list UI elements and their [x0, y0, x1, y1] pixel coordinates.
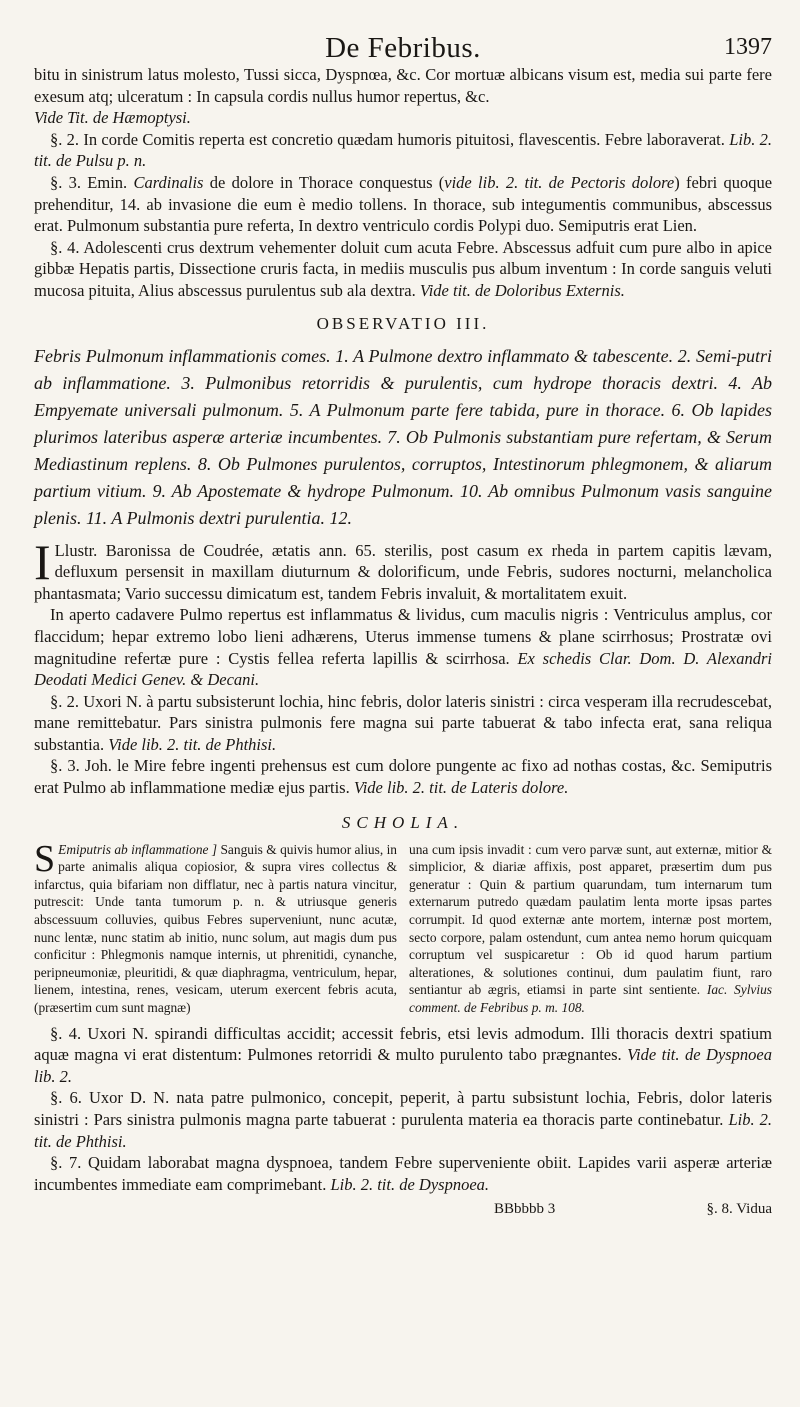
paragraph-autopsy	[34, 604, 772, 690]
scholia-text: una cum ipsis invadit : cum vero parvæ sunt, aut externæ, mitior & simplicior, & diariæ affixis, post apparet, præsertim dum pus generatur : Quin & partium quarundam, tum internarum tum externarum putredo quædam paulatim lenta morte ipsas partes corrumpit. Id quod externæ ante mortem, internæ post mortem, secto corpore, palam ostendunt, cum antea nemo horum quicquam corruptum vel suspicaretur : Ob id quod harum partium alterationes, & solutiones continui, dum paulatim fiunt, raro sentiantur ab ægris, etiamsi in parte sint sentiente.	[409, 841, 772, 998]
observation-argument: Febris Pulmonum inflammationis comes. 1. A Pulmone dextro inflammato & tabescente. 2. Semi-putri ab inflammatione. 3. Pulmonibus retorridis & purulentis, cum hydrope thoracis dextri. 4. Ab Empyemate universali pulmonum. 5. A Pulmonum parte fere tabida, pure in thorace. 6. Ob lapides plurimos lateribus asperæ arteriæ incumbentes. 7. Ob Pulmonis substantiam pure refertam, & Serum Mediastinum replens. 8. Ob Pulmones purulentos, corruptos, Intestinorum phlegmonem, & aliarum partium vitium. 9. Ab Apostemate & hydrope Pulmonum. 10. Ab omnibus Pulmonum vasis sanguine plenis. 11. A Pulmonis dextri purulentia. 12.	[34, 345, 772, 528]
bottom-section	[34, 1023, 772, 1196]
paragraph-text: §. 3. Joh. le Mire febre ingenti prehensus est cum dolore pungente ac fixo ad nothas costas, &c. Semiputris erat Pulmo ab inflammatione mediæ ejus partis.	[34, 756, 772, 798]
paragraph-text: §. 2. Uxori N. à partu subsisterunt lochia, hinc febris, dolor lateris sinistri : circa vesperam illa recrudescebat, mane remittebatur. Pars sinistra pulmonis fere magna sui parte tabuerat & tabo infecta erat, sana reliqua substantia.	[34, 691, 772, 754]
paragraph-opening	[34, 533, 772, 605]
cross-reference: Vide tit. de Doloribus Externis.	[419, 280, 625, 300]
paragraph-text: de dolore in Thorace conquestus (	[209, 172, 445, 192]
cardinal-word: Cardinalis	[133, 172, 204, 192]
paragraph-text: §. 2. In corde Comitis reperta est concretio quædam humoris pituitosi, flavescentis. Febre laboraverat.	[50, 129, 725, 149]
cross-reference: Lib. 2. tit. de Dyspnoea.	[330, 1174, 490, 1194]
observation-body	[34, 533, 772, 799]
catchword: §. 8. Vidua	[706, 1201, 772, 1218]
page-number: 1397	[724, 34, 772, 60]
top-section	[34, 64, 772, 302]
scholia-title: SCHOLIA.	[341, 812, 465, 832]
cross-reference: vide lib. 2. tit. de Pectoris dolore	[444, 172, 675, 192]
paragraph-section-3	[34, 755, 772, 798]
cross-reference: Lib. 2. tit. de Pulsu p. n.	[34, 129, 772, 171]
scholia-text: Sanguis & quivis humor alius, in parte animalis aliqua copiosior, & supra vires collectus & infarctus, quia bifariam non difflatur, nec à partis natura vincitur, putrescit: Unde tanta tumorum p. n. & utriusque generis abscessuum colluvies, quibus Febres superveniunt, nunc acutæ, nunc lentæ, nunc statim ab initio, nunc solum, aut magis dum pus conficitur : Phlegmonis namque internis, ut phrenitidi, cynanche, peripneumoniæ, pleuritidi, & quæ diaphragma, ventriculum, hepar, lienem, intestina, renes, vesicam, uterum exercent febris acuta, (præsertim cum sunt magnæ)	[34, 841, 397, 1015]
paragraph-section-3	[34, 172, 772, 237]
paragraph-section-6	[34, 1087, 772, 1152]
scholia-lemma: Emiputris ab inflammatione ]	[58, 841, 218, 857]
scholia-column-left	[34, 837, 397, 1017]
cross-reference: Vide tit. de Dyspnoea lib. 2.	[34, 1045, 773, 1086]
paragraph-text: In aperto cadavere Pulmo repertus est inflammatus & lividus, cum maculis nigris : Ventriculus amplus, cor flaccidum; hepar extremo lobo lieni adhærens, Uterus immense tumens & plane scirrhosus; Prostratæ ovi magnitudine refertæ pure : Cystis fellea referta lapillis & scirrhosa.	[34, 605, 772, 668]
observation-title: OBSERVATIO III.	[316, 313, 490, 333]
paragraph-text: ) febri quoque prehenditur, 14. ab invasione die eum è medio tollens. In thorace, sub integumentis communibus, abscessus erat. Pulmonum substantia pure referta, In dextro ventriculo cordis Polypi duo. Semiputris erat Lien.	[34, 172, 773, 236]
paragraph-text: §. 7. Quidam laborabat magna dyspnoea, tandem Febre superveniente obiit. Lapides varii asperæ arteriæ incumbentes immediate eam comprimebant.	[34, 1153, 772, 1194]
scholia-columns	[34, 837, 772, 1017]
paragraph-section-7	[34, 1152, 772, 1195]
paragraph-text: Llustr. Baronissa de Coudrée, ætatis ann. 65. sterilis, post casum ex rheda in partem capitis lævam, defluxum persensit in maxillam diuturnum & dolorificum, unde Febris, sudores nocturni, melancholica phantasmata; Vario successu dimicatum est, tandem Febris invaluit, & mortalitatem exuit.	[34, 540, 772, 603]
drop-cap: S	[34, 837, 56, 880]
cross-reference: Ex schedis Clar. Dom. D. Alexandri Deodati Medici Genev. & Decani.	[34, 648, 772, 690]
paragraph-section-2	[34, 691, 772, 756]
scholia-column-right	[409, 841, 772, 1017]
drop-cap: I	[34, 533, 51, 590]
cross-reference: Vide Tit. de Hæmoptysi.	[34, 108, 191, 128]
signature-mark: BBbbbb 3	[494, 1201, 556, 1218]
paragraph-text: §. 4. Uxori N. spirandi difficultas accidit; accessit febris, etsi levis admodum. Illi thoracis dextri spatium aquæ magna vi erat distentum: Pulmones retorridi & multo purulento tabo prægnantes.	[34, 1023, 772, 1065]
cross-reference: Lib. 2. tit. de Phthisi.	[34, 1109, 773, 1151]
cross-reference: Vide lib. 2. tit. de Lateris dolore.	[353, 778, 569, 798]
page-title: De Febribus.	[325, 32, 481, 64]
paragraph-section-2	[34, 129, 772, 172]
cross-reference: Iac. Sylvius comment. de Febribus p. m. 108.	[409, 982, 772, 1015]
running-head	[34, 30, 772, 64]
paragraph-continuation	[34, 64, 772, 129]
paragraph-section-4	[34, 237, 772, 302]
paragraph-text: §. 3. Emin.	[50, 172, 128, 192]
page-footer	[34, 1201, 772, 1225]
cross-reference: Vide lib. 2. tit. de Phthisi.	[108, 734, 277, 754]
paragraph-text: §. 6. Uxor D. N. nata patre pulmonico, concepit, peperit, à partu subsistunt lochia, Febris, dolor lateris sinistri : Pars sinistra pulmonis magna parte tabuerat : purulenta materia ea thoracis parte continebatur.	[34, 1088, 772, 1129]
paragraph-section-4	[34, 1023, 772, 1088]
paragraph-text: §. 4. Adolescenti crus dextrum vehementer doluit cum acuta Febre. Abscessus adfuit cum pure albo in apice gibbæ Hepatis partis, Dissectione cruris facta, in mediis musculis pus album inventum : In corde sanguis veluti mucosa pituita, Alius abscessus purulentus sub ala dextra.	[34, 237, 772, 300]
paragraph-text: bitu in sinistrum latus molesto, Tussi sicca, Dyspnœa, &c. Cor mortuæ albicans visum est, media sui parte fere exesum atq; ulceratum : In capsula cordis nullus humor repertus, &c.	[34, 65, 772, 106]
